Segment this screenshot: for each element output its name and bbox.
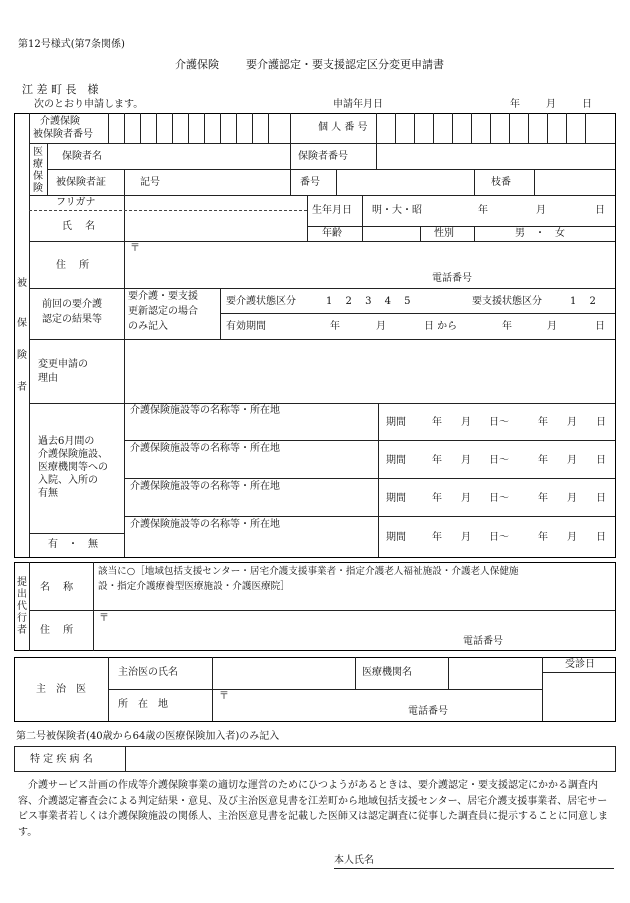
- period-label: 期間: [386, 493, 406, 504]
- prev-result-label-2: 認定の結果等: [42, 314, 102, 325]
- card-label: 被保険者証: [56, 177, 106, 188]
- insured-section-label-4: 者: [17, 382, 27, 393]
- care-level-options: 1 2 3 4 5: [326, 296, 411, 307]
- period-month: 月: [461, 455, 471, 466]
- history-label-4: 入院、入所の: [38, 475, 98, 486]
- period-label: 期間: [386, 455, 406, 466]
- edaban-label: 枝番: [491, 177, 511, 188]
- intro-text: 次のとおり申請します。: [34, 99, 144, 110]
- disease-label: 特 定 疾 病 名: [30, 754, 93, 765]
- insured-section-label-1: 被: [17, 278, 27, 289]
- insurer-number-label: 保険者番号: [298, 151, 348, 162]
- period-year: 年: [432, 493, 442, 504]
- facility-label: 介護保険施設等の名称等・所在地: [130, 443, 280, 454]
- apply-date-year: 年: [510, 99, 520, 110]
- doctor-section-label: 主 治 医: [36, 684, 86, 695]
- visit-date-label: 受診日: [565, 659, 595, 670]
- doctor-name-label: 主治医の氏名: [118, 667, 178, 678]
- period-day: 日: [596, 493, 606, 504]
- proxy-name-note-1: 該当に○［地域包括支援センター・居宅介護支援事業者・指定介護老人福祉施設・介護老人保健施: [98, 566, 519, 577]
- period-day: 日: [596, 417, 606, 428]
- care-level-label: 要介護状態区分: [226, 296, 296, 307]
- era-options: 明・大・昭: [372, 205, 422, 216]
- change-reason-label-1: 変更申請の: [38, 359, 88, 370]
- addressee: 江 差 町 長 様: [22, 83, 99, 96]
- facility-label: 介護保険施設等の名称等・所在地: [130, 405, 280, 416]
- validity-to-year: 年: [502, 321, 512, 332]
- furigana-label: フリガナ: [56, 197, 96, 208]
- period-month: 月: [567, 493, 577, 504]
- medical-insurance-label-4: 険: [33, 183, 43, 194]
- age-label: 年齢: [322, 228, 342, 239]
- birth-year: 年: [478, 205, 488, 216]
- period-year: 年: [538, 417, 548, 428]
- validity-label: 有効期間: [226, 321, 266, 332]
- proxy-section-label-5: 者: [17, 625, 27, 636]
- period-month: 月: [461, 532, 471, 543]
- doctor-phone-label: 電話番号: [408, 706, 448, 717]
- period-year: 年: [538, 455, 548, 466]
- institution-label: 医療機関名: [362, 667, 412, 678]
- support-level-label: 要支援状態区分: [472, 296, 542, 307]
- proxy-phone-label: 電話番号: [463, 636, 503, 647]
- period-day: 日: [596, 455, 606, 466]
- medical-insurance-label-1: 医: [33, 147, 43, 158]
- period-year: 年: [538, 493, 548, 504]
- period-year: 年: [538, 532, 548, 543]
- renewal-note-3: のみ記入: [128, 321, 168, 332]
- period-day: 日～: [489, 532, 509, 543]
- birth-month: 月: [536, 205, 546, 216]
- support-level-options: 1 2: [570, 296, 596, 307]
- validity-from-day: 日 から: [424, 321, 458, 332]
- kigo-label: 記号: [140, 177, 160, 188]
- birth-label: 生年月日: [312, 205, 352, 216]
- history-label-2: 介護保険施設、: [38, 449, 108, 460]
- phone-label: 電話番号: [432, 273, 472, 284]
- insurer-name-label: 保険者名: [62, 151, 102, 162]
- insured-section-label-3: 険: [17, 350, 27, 361]
- signature-line[interactable]: [334, 868, 614, 869]
- period-month: 月: [461, 417, 471, 428]
- consent-text: 介護サービス計画の作成等介護保険事業の適切な運営のためにひつようがあるときは、要介護認定・要支援認定にかかる調査内容、介護認定審査会による判定結果・意見、及び主治医意見書を江差町から地域包括支援センター、居宅介護支援事業者、居宅サービス事業者若しくは介護保険施設の関係人、主治医意見書を記載した医師又は認定調査に従事した調査員に提示することに同意します。: [18, 780, 608, 838]
- validity-from-year: 年: [330, 321, 340, 332]
- proxy-section-label-1: 提: [17, 577, 27, 588]
- second-insured-note: 第二号被保険者(40歳から64歳の医療保険加入者)のみ記入: [16, 731, 280, 742]
- period-month: 月: [461, 493, 471, 504]
- sex-options: 男 ・ 女: [515, 228, 565, 239]
- period-year: 年: [432, 532, 442, 543]
- history-label-5: 有無: [38, 488, 58, 499]
- medical-insurance-label-2: 療: [33, 159, 43, 170]
- presence-options: 有 ・ 無: [48, 539, 98, 550]
- bango-label: 番号: [300, 177, 320, 188]
- validity-to-day: 日: [595, 321, 605, 332]
- doctor-postal-mark: 〒: [219, 691, 229, 702]
- my-number-label: 個 人 番 号: [318, 122, 368, 133]
- period-year: 年: [432, 417, 442, 428]
- address-label: 住 所: [56, 260, 90, 271]
- proxy-section-label-2: 出: [17, 589, 27, 600]
- change-reason-label-2: 理由: [38, 373, 58, 384]
- apply-date-month: 月: [546, 99, 556, 110]
- form-number: 第12号様式(第7条関係): [18, 39, 125, 50]
- validity-from-month: 月: [376, 321, 386, 332]
- postal-mark: 〒: [130, 243, 140, 254]
- insured-section-label-2: 保: [17, 318, 27, 329]
- insured-number-label-2: 被保険者番号: [33, 129, 93, 140]
- apply-date-day: 日: [582, 99, 592, 110]
- facility-label: 介護保険施設等の名称等・所在地: [130, 519, 280, 530]
- period-day: 日: [596, 532, 606, 543]
- period-month: 月: [567, 532, 577, 543]
- period-label: 期間: [386, 532, 406, 543]
- period-label: 期間: [386, 417, 406, 428]
- birth-day: 日: [595, 205, 605, 216]
- proxy-section-label-3: 代: [17, 601, 27, 612]
- proxy-name-note-2: 設・指定介護療養型医療施設・介護医療院］: [98, 581, 290, 592]
- proxy-postal-mark: 〒: [99, 613, 109, 624]
- proxy-name-label: 名 称: [40, 582, 74, 593]
- period-day: 日～: [489, 455, 509, 466]
- facility-label: 介護保険施設等の名称等・所在地: [130, 481, 280, 492]
- title-prefix: 介護保険: [175, 58, 219, 71]
- period-day: 日～: [489, 493, 509, 504]
- prev-result-label-1: 前回の要介護: [42, 299, 102, 310]
- proxy-section-label-4: 行: [17, 613, 27, 624]
- validity-to-month: 月: [547, 321, 557, 332]
- name-label: 氏 名: [62, 221, 96, 232]
- doctor-location-label: 所 在 地: [118, 699, 168, 710]
- period-month: 月: [567, 417, 577, 428]
- history-label-1: 過去6月間の: [38, 436, 95, 447]
- period-year: 年: [432, 455, 442, 466]
- signature-label: 本人氏名: [334, 855, 374, 866]
- apply-date-label: 申請年月日: [333, 99, 383, 110]
- period-month: 月: [567, 455, 577, 466]
- form-title: 要介護認定・要支援認定区分変更申請書: [246, 58, 444, 71]
- renewal-note-2: 更新認定の場合: [128, 306, 198, 317]
- medical-insurance-label-3: 保: [33, 171, 43, 182]
- insured-number-label-1: 介護保険: [40, 116, 80, 127]
- sex-label: 性別: [434, 228, 454, 239]
- proxy-address-label: 住 所: [40, 625, 74, 636]
- period-day: 日～: [489, 417, 509, 428]
- history-label-3: 医療機関等への: [38, 462, 108, 473]
- renewal-note-1: 要介護・要支援: [128, 291, 198, 302]
